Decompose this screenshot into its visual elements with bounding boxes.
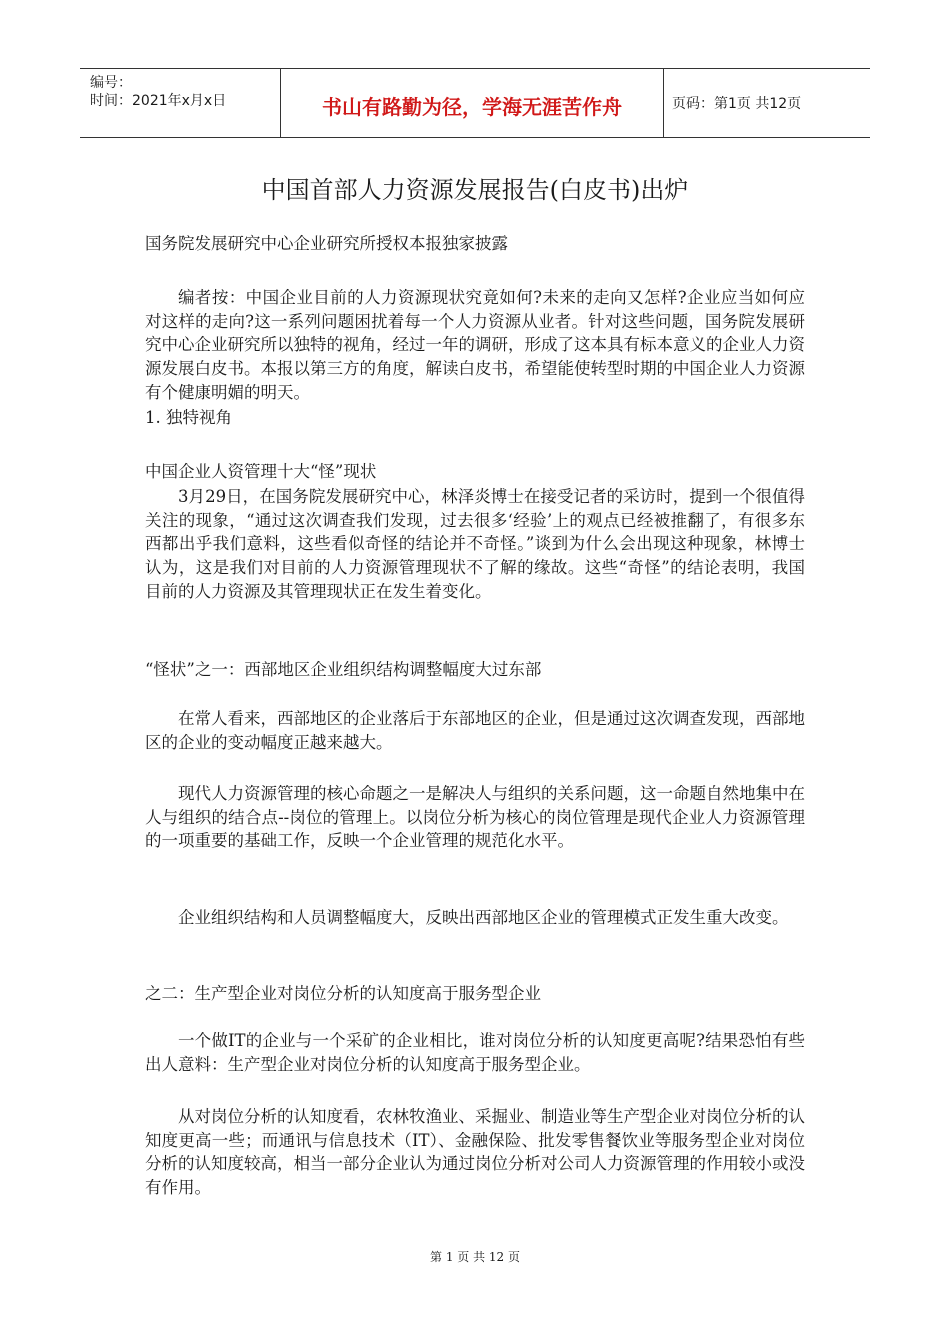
paragraph: 3月29日，在国务院发展研究中心，林泽炎博士在接受记者的采访时，提到一个很值得关注的现象，“通过这次调查我们发现，过去很多‘经验’上的观点已经被推翻了，有很多东西都出乎我们意料，这些看似奇怪的结论并不奇怪。”谈到为什么会出现这种现象，林博士认为，这是我们对目前的人力资源管理现状不了解的缘故。这些“奇怪”的结论表明，我国目前的人力资源及其管理现状正在发生着变化。 [145, 487, 805, 601]
paragraph: 从对岗位分析的认知度看，农林牧渔业、采掘业、制造业等生产型企业对岗位分析的认知度更高一些；而通讯与信息技术（IT）、金融保险、批发零售餐饮业等服务型企业对岗位分析的认知度较高，相当一部分企业认为通过岗位分析对公司人力资源管理的作用较小或没有作用。 [145, 1107, 805, 1198]
header-meta-cell [80, 69, 280, 137]
item-heading: “怪状”之一：西部地区企业组织结构调整幅度大过东部 [145, 660, 542, 679]
document-number: 编号： [90, 75, 132, 91]
document-time: 时间：2021年x月x日 [90, 93, 227, 109]
paragraph: 在常人看来，西部地区的企业落后于东部地区的企业，但是通过这次调查发现，西部地区的企业的变动幅度正越来越大。 [145, 709, 805, 752]
document-title: 中国首部人力资源发展报告(白皮书)出炉 [261, 176, 689, 204]
paragraph: 一个做IT的企业与一个采矿的企业相比，谁对岗位分析的认知度更高呢?结果恐怕有些出人意料：生产型企业对岗位分析的认知度高于服务型企业。 [145, 1031, 805, 1074]
paragraph: 企业组织结构和人员调整幅度大，反映出西部地区企业的管理模式正发生重大改变。 [178, 908, 789, 927]
page-header [80, 68, 870, 138]
section-heading: 1. 独特视角 [145, 408, 232, 427]
item-heading: 之二：生产型企业对岗位分析的认知度高于服务型企业 [145, 984, 541, 1003]
byline: 国务院发展研究中心企业研究所授权本报独家披露 [145, 234, 508, 253]
header-page-number: 页码：第1页 共12页 [672, 96, 802, 112]
motto-text: 书山有路勤为径，学海无涯苦作舟 [322, 95, 622, 119]
subsection-heading: 中国企业人资管理十大“怪”现状 [145, 462, 377, 481]
header-motto-cell [280, 69, 664, 137]
paragraph: 现代人力资源管理的核心命题之一是解决人与组织的关系问题，这一命题自然地集中在人与组织的结合点--岗位的管理上。以岗位分析为核心的岗位管理是现代企业人力资源管理的一项重要的基础工作，反映一个企业管理的规范化水平。 [145, 784, 805, 851]
page-footer: 第 1 页 共 12 页 [430, 1250, 520, 1264]
editor-note: 编者按：中国企业目前的人力资源现状究竟如何?未来的走向又怎样?企业应当如何应对这样的走向?这一系列问题困扰着每一个人力资源从业者。针对这些问题，国务院发展研究中心企业研究所以独特的视角，经过一年的调研，形成了这本具有标本意义的企业人力资源发展白皮书。本报以第三方的角度，解读白皮书，希望能使转型时期的中国企业人力资源有个健康明媚的明天。 [145, 288, 805, 402]
